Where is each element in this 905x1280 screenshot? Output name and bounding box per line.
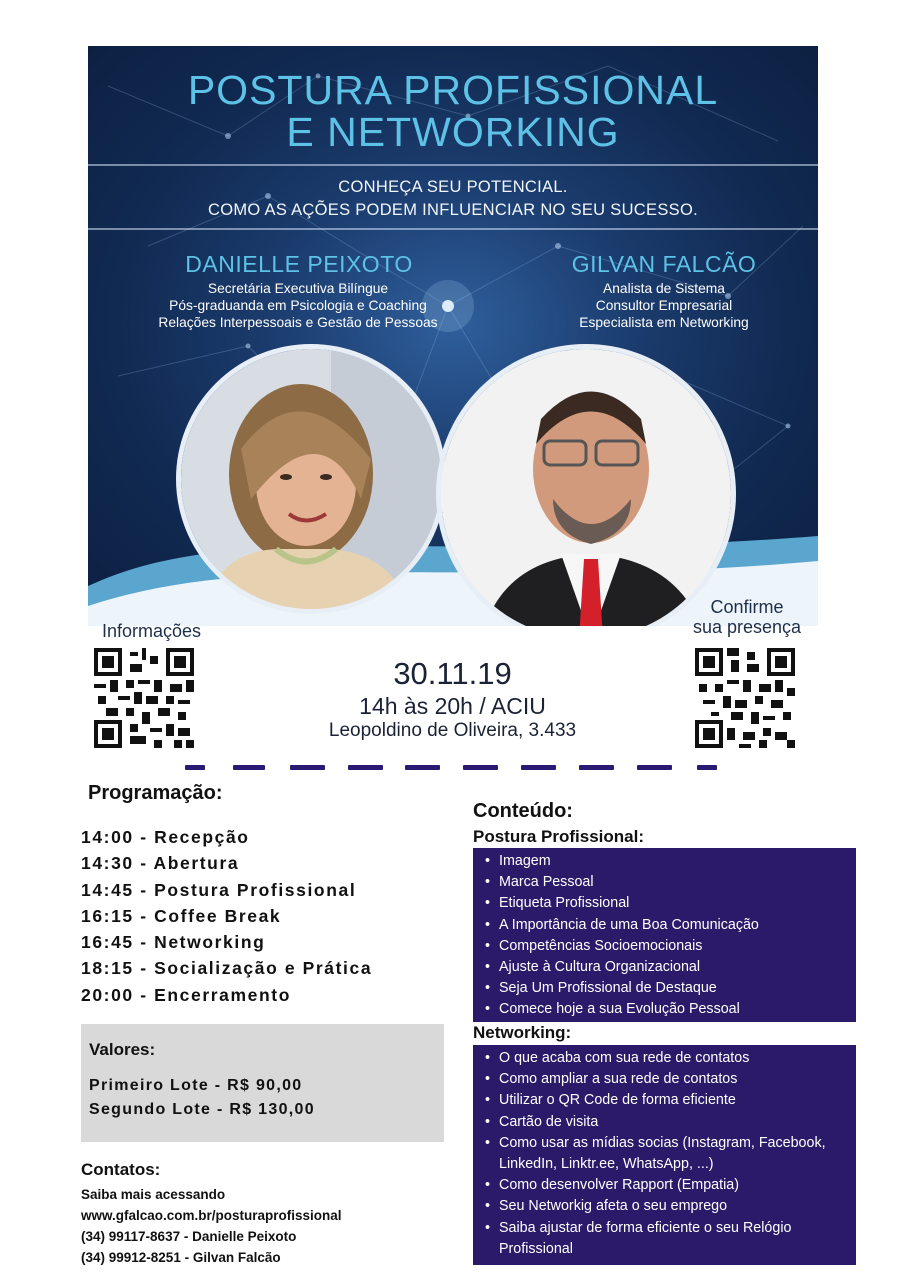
contatos-title: Contatos:: [81, 1160, 161, 1179]
section-title-postura: Postura Profissional:: [473, 827, 644, 846]
list-item: • Imagem: [499, 851, 850, 872]
list-item: • Comece hoje a sua Evolução Pessoal: [499, 999, 850, 1020]
divider: [88, 164, 818, 166]
list-item: 16:15 - Coffee Break: [81, 905, 282, 926]
qr-code-info-icon[interactable]: [94, 648, 194, 748]
speaker-desc-line: Pós-graduanda em Psicologia e Coaching: [169, 298, 427, 313]
list-item: • Seu Networkig afeta o seu emprego: [499, 1196, 850, 1217]
speaker-desc-line: Relações Interpessoais e Gestão de Pessoas: [158, 315, 438, 330]
contato-link[interactable]: www.gfalcao.com.br/posturaprofissional: [81, 1208, 342, 1223]
networking-content-box: [473, 1045, 856, 1265]
list-item: • Cartão de visita: [499, 1112, 850, 1133]
list-item: • Competências Socioemocionais: [499, 936, 850, 957]
programacao-title: Programação:: [88, 782, 223, 804]
list-item: • Etiqueta Profissional: [499, 893, 850, 914]
list-item: • Seja Um Profissional de Destaque: [499, 978, 850, 999]
programacao-list: [81, 824, 372, 1008]
person-portrait-icon: [181, 349, 441, 609]
list-item: • Como desenvolver Rapport (Empatia): [499, 1175, 850, 1196]
dashed-divider: [185, 765, 720, 771]
list-item: 18:15 - Socialização e Prática: [81, 958, 373, 979]
poster-title-line2: E NETWORKING: [286, 109, 620, 155]
speaker-name: GILVAN FALCÃO: [571, 251, 757, 277]
event-poster: [88, 46, 818, 626]
poster-subtitle-line2: COMO AS AÇÕES PODEM INFLUENCIAR NO SEU SUCESSO.: [208, 201, 698, 219]
confirm-label-line: sua presença: [692, 617, 802, 637]
list-item: • Utilizar o QR Code de forma eficiente: [499, 1090, 850, 1111]
contato-phone[interactable]: (34) 99912-8251 - Gilvan Falcão: [81, 1250, 281, 1265]
list-item: 16:45 - Networking: [81, 932, 266, 953]
contatos-list: [81, 1184, 342, 1268]
speaker-photo-gilvan: [436, 344, 736, 626]
qr-code-rsvp-icon[interactable]: [695, 648, 795, 748]
contato-phone[interactable]: (34) 99117-8637 - Danielle Peixoto: [81, 1229, 297, 1244]
event-address: Leopoldino de Oliveira, 3.433: [328, 720, 577, 741]
speaker-desc-line: Analista de Sistema: [603, 281, 725, 296]
speaker-description: [118, 280, 478, 331]
conteudo-title: Conteúdo:: [473, 800, 573, 822]
list-item: • Como usar as mídias socias (Instagram, Facebook, LinkedIn, Linktr.ee, WhatsApp, ...): [499, 1133, 850, 1175]
divider: [88, 228, 818, 230]
price-line: Primeiro Lote - R$ 90,00: [89, 1077, 303, 1094]
list-item: • O que acaba com sua rede de contatos: [499, 1048, 850, 1069]
list-item: • A Importância de uma Boa Comunicação: [499, 915, 850, 936]
speaker-name: DANIELLE PEIXOTO: [185, 251, 413, 277]
speaker-photo-danielle: [176, 344, 446, 614]
valores-box: [81, 1024, 444, 1142]
speaker-description: [524, 280, 804, 331]
list-item: • Saiba ajustar de forma eficiente o seu Relógio Profissional: [499, 1218, 850, 1260]
event-date: 30.11.19: [393, 656, 512, 691]
list-item: 20:00 - Encerramento: [81, 984, 291, 1005]
poster-title-line1: POSTURA PROFISSIONAL: [187, 67, 719, 113]
speaker-desc-line: Secretária Executiva Bilíngue: [207, 281, 389, 296]
price-line: Segundo Lote - R$ 130,00: [89, 1101, 315, 1118]
list-item: 14:45 - Postura Profissional: [81, 879, 357, 900]
speaker-desc-line: Especialista em Networking: [579, 315, 749, 330]
list-item: • Marca Pessoal: [499, 872, 850, 893]
valores-title: Valores:: [89, 1040, 156, 1059]
confirm-label-line: Confirme: [710, 597, 784, 617]
section-title-networking: Networking:: [473, 1023, 572, 1042]
postura-content-box: [473, 848, 856, 1022]
info-label: Informações: [101, 621, 202, 641]
list-item: 14:00 - Recepção: [81, 827, 250, 847]
speaker-desc-line: Consultor Empresarial: [595, 298, 733, 313]
person-portrait-icon: [441, 349, 731, 626]
list-item: 14:30 - Abertura: [81, 853, 240, 874]
event-time-place: 14h às 20h / ACIU: [359, 693, 546, 719]
poster-subtitle-line1: CONHEÇA SEU POTENCIAL.: [338, 178, 568, 196]
list-item: • Ajuste à Cultura Organizacional: [499, 957, 850, 978]
list-item: • Como ampliar a sua rede de contatos: [499, 1069, 850, 1090]
confirm-label: [676, 597, 818, 637]
contato-line: Saiba mais acessando: [81, 1187, 226, 1202]
